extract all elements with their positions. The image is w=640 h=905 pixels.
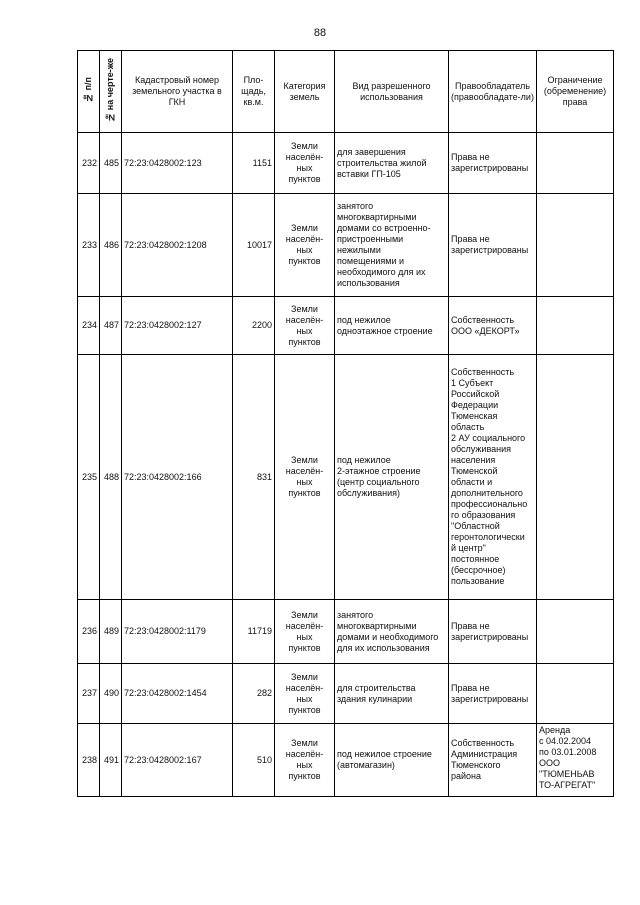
cell-limit xyxy=(537,600,614,664)
cell-owner: Собственность Администрация Тюменского района xyxy=(449,724,537,797)
table-row xyxy=(78,297,614,355)
header-map: № на черте-же xyxy=(100,51,122,133)
cell-owner: Собственность ООО «ДЕКОРТ» xyxy=(449,297,537,355)
cell-owner: Собственность 1 Субъект Российской Федерации Тюменская область 2 АУ социального обслуживания населения Тюменской области и дополнительного профессионально го образования "Областной геронтологически й центр" постоянное (бессрочное) пользование xyxy=(449,355,537,600)
table-row xyxy=(78,724,614,797)
page-number: 88 xyxy=(313,27,327,39)
cell-use: занятого многоквартирными домами и необходимого для их использования xyxy=(335,600,449,664)
cell-num: 237 xyxy=(78,664,100,724)
cell-use: для завершения строительства жилой вставки ГП-105 xyxy=(335,133,449,194)
cell-limit xyxy=(537,133,614,194)
cell-cadastral: 72:23:0428002:1179 xyxy=(122,600,233,664)
table-row xyxy=(78,600,614,664)
cell-owner: Права не зарегистрированы xyxy=(449,194,537,297)
cell-map: 486 xyxy=(100,194,122,297)
land-plots-table xyxy=(77,50,614,797)
header-category: Категория земель xyxy=(275,51,335,133)
cell-map: 485 xyxy=(100,133,122,194)
cell-cadastral: 72:23:0428002:166 xyxy=(122,355,233,600)
cell-limit: Аренда с 04.02.2004 по 03.01.2008 ООО "ТЮМЕНЬАВ ТО-АГРЕГАТ" xyxy=(537,724,614,797)
header-limit: Ограничение (обременение) права xyxy=(537,51,614,133)
cell-num: 233 xyxy=(78,194,100,297)
cell-limit xyxy=(537,194,614,297)
cell-cadastral: 72:23:0428002:123 xyxy=(122,133,233,194)
header-owner: Правообладатель (правообладате-ли) xyxy=(449,51,537,133)
cell-area: 831 xyxy=(233,355,275,600)
cell-num: 234 xyxy=(78,297,100,355)
cell-limit xyxy=(537,664,614,724)
cell-use: под нежилое одноэтажное строение xyxy=(335,297,449,355)
cell-limit xyxy=(537,297,614,355)
cell-category: Земли населён- ных пунктов xyxy=(275,133,335,194)
cell-map: 490 xyxy=(100,664,122,724)
header-area: Пло-щадь, кв.м. xyxy=(233,51,275,133)
cell-num: 232 xyxy=(78,133,100,194)
cell-cadastral: 72:23:0428002:127 xyxy=(122,297,233,355)
cell-cadastral: 72:23:0428002:167 xyxy=(122,724,233,797)
cell-category: Земли населён- ных пунктов xyxy=(275,297,335,355)
cell-area: 2200 xyxy=(233,297,275,355)
header-num: № п/п xyxy=(78,51,100,133)
cell-owner: Права не зарегистрированы xyxy=(449,133,537,194)
cell-area: 510 xyxy=(233,724,275,797)
cell-cadastral: 72:23:0428002:1454 xyxy=(122,664,233,724)
cell-category: Земли населён- ных пунктов xyxy=(275,600,335,664)
cell-area: 11719 xyxy=(233,600,275,664)
cell-use: занятого многоквартирными домами со встроенно- пристроенными нежилыми помещениями и необходимого для их использования xyxy=(335,194,449,297)
cell-category: Земли населён- ных пунктов xyxy=(275,355,335,600)
cell-category: Земли населён- ных пунктов xyxy=(275,194,335,297)
cell-area: 282 xyxy=(233,664,275,724)
table-row xyxy=(78,194,614,297)
cell-category: Земли населён- ных пунктов xyxy=(275,724,335,797)
cell-map: 491 xyxy=(100,724,122,797)
cell-category: Земли населён- ных пунктов xyxy=(275,664,335,724)
cell-map: 489 xyxy=(100,600,122,664)
cell-num: 235 xyxy=(78,355,100,600)
cell-cadastral: 72:23:0428002:1208 xyxy=(122,194,233,297)
cell-use: под нежилое строение (автомагазин) xyxy=(335,724,449,797)
table-header-row xyxy=(78,51,614,133)
header-cadastral: Кадастровый номер земельного участка в ГКН xyxy=(122,51,233,133)
table-row xyxy=(78,133,614,194)
cell-map: 487 xyxy=(100,297,122,355)
cell-use: для строительства здания кулинарии xyxy=(335,664,449,724)
cell-owner: Права не зарегистрированы xyxy=(449,664,537,724)
table-row xyxy=(78,664,614,724)
cell-num: 238 xyxy=(78,724,100,797)
cell-map: 488 xyxy=(100,355,122,600)
cell-limit xyxy=(537,355,614,600)
cell-area: 10017 xyxy=(233,194,275,297)
cell-num: 236 xyxy=(78,600,100,664)
cell-use: под нежилое 2-этажное строение (центр социального обслуживания) xyxy=(335,355,449,600)
cell-owner: Права не зарегистрированы xyxy=(449,600,537,664)
cell-area: 1151 xyxy=(233,133,275,194)
table-row xyxy=(78,355,614,600)
header-use: Вид разрешенного использования xyxy=(335,51,449,133)
